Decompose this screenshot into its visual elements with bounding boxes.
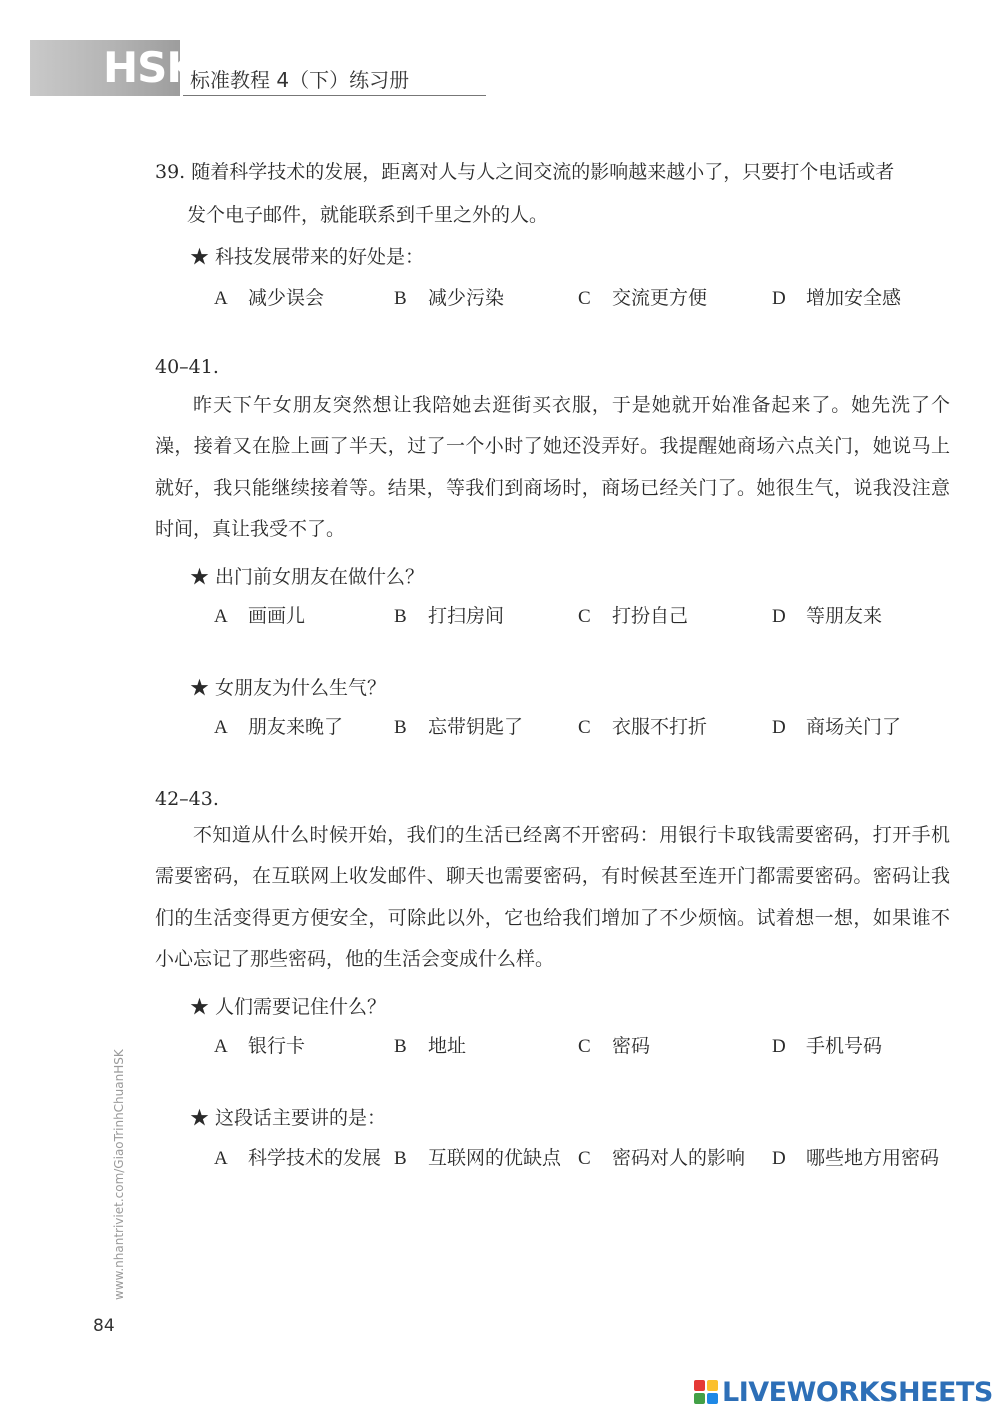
- q41-option-c[interactable]: C 衣服不打折: [578, 716, 708, 738]
- q43-option-a[interactable]: A 科学技术的发展: [214, 1147, 382, 1169]
- q42-question: ★ 人们需要记住什么？: [190, 996, 387, 1018]
- q43-option-c[interactable]: C 密码对人的影响: [578, 1147, 746, 1169]
- q39-question: ★ 科技发展带来的好处是：: [190, 246, 425, 268]
- q43-option-b[interactable]: B 互联网的优缺点: [394, 1147, 562, 1169]
- q39-option-a[interactable]: A 减少误会: [214, 287, 325, 309]
- q41-option-d[interactable]: D 商场关门了: [772, 716, 902, 738]
- q42-43-number: 42–43.: [155, 788, 219, 810]
- q41-option-b[interactable]: B 忘带钥匙了: [394, 716, 524, 738]
- liveworksheets-wordmark: LIVEWORKSHEETS: [722, 1376, 993, 1408]
- page-number: 84: [93, 1316, 115, 1336]
- q39-text-line-1: 39. 随着科学技术的发展，距离对人与人之间交流的影响越来越小了，只要打个电话或者: [155, 161, 895, 183]
- q39-text-line-2: 发个电子邮件，就能联系到千里之外的人。: [187, 204, 549, 226]
- q42-option-a[interactable]: A 银行卡: [214, 1035, 306, 1057]
- q42-option-d[interactable]: D 手机号码: [772, 1035, 883, 1057]
- q42-option-c[interactable]: C 密码: [578, 1035, 651, 1057]
- liveworksheets-watermark[interactable]: [694, 1377, 993, 1407]
- q42-43-passage: 不知道从什么时候开始，我们的生活已经离不开密码：用银行卡取钱需要密码，打开手机需要密码，在互联网上收发邮件、聊天也需要密码，有时候甚至连开门都需要密码。密码让我们的生活变得更方便安全，可除此以外，它也给我们增加了不少烦恼。试着想一想，如果谁不小心忘记了那些密码，他的生活会变成什么样。: [155, 824, 950, 970]
- q39-option-b[interactable]: B 减少污染: [394, 287, 505, 309]
- q40-option-b[interactable]: B 打扫房间: [394, 605, 505, 627]
- liveworksheets-logo-icon: [694, 1380, 718, 1404]
- q40-option-a[interactable]: A 画画儿: [214, 605, 306, 627]
- q42-option-b[interactable]: B 地址: [394, 1035, 467, 1057]
- q43-question: ★ 这段话主要讲的是：: [190, 1107, 387, 1129]
- q43-option-d[interactable]: D 哪些地方用密码: [772, 1147, 940, 1169]
- q39-option-d[interactable]: D 增加安全感: [772, 287, 902, 309]
- q41-question: ★ 女朋友为什么生气？: [190, 677, 387, 699]
- header-divider: [183, 95, 486, 96]
- q40-41-passage: 昨天下午女朋友突然想让我陪她去逛街买衣服，于是她就开始准备起来了。她先洗了个澡，接着又在脸上画了半天，过了一个小时了她还没弄好。我提醒她商场六点关门，她说马上就好，我只能继续接着等。结果，等我们到商场时，商场已经关门了。她很生气，说我没注意时间，真让我受不了。: [155, 394, 950, 540]
- book-title: 标准教程 4（下）练习册: [190, 68, 410, 92]
- hsk-logo: HSK: [103, 43, 198, 92]
- q40-option-d[interactable]: D 等朋友来: [772, 605, 883, 627]
- q41-option-a[interactable]: A 朋友来晚了: [214, 716, 344, 738]
- q40-41-number: 40–41.: [155, 356, 219, 378]
- q39-option-c[interactable]: C 交流更方便: [578, 287, 708, 309]
- q40-question: ★ 出门前女朋友在做什么？: [190, 566, 425, 588]
- q40-option-c[interactable]: C 打扮自己: [578, 605, 689, 627]
- side-url: www.nhantriviet.com/GiaoTrinhChuanHSK: [112, 1049, 126, 1300]
